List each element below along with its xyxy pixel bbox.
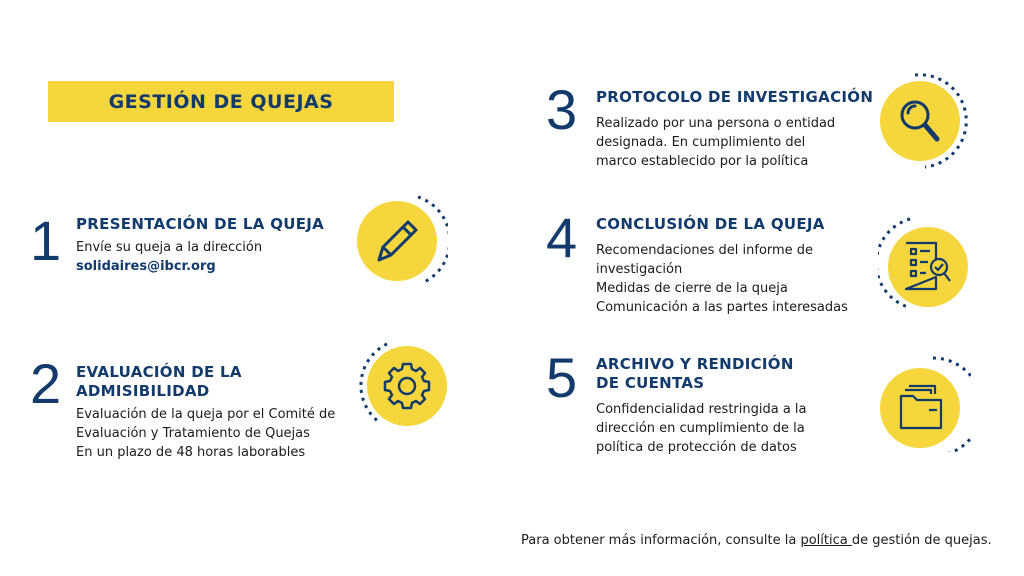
- folder-icon: [875, 356, 971, 452]
- step-number: 5: [546, 346, 578, 409]
- description-line: Medidas de cierre de la queja: [596, 281, 788, 296]
- step-title: [596, 355, 794, 393]
- footer-note: [521, 533, 992, 548]
- description-line: En un plazo de 48 horas laborables: [76, 445, 306, 460]
- step-title: PROTOCOLO DE INVESTIGACIÓN: [596, 88, 874, 106]
- step-description: [76, 238, 262, 276]
- step-number: 1: [30, 209, 62, 272]
- footer-text: Para obtener más información, consulte la: [521, 533, 801, 548]
- description-line: marco establecido por la política: [596, 154, 809, 169]
- description-line: Realizado por una persona o entidad: [596, 116, 836, 131]
- footer-text: de gestión de quejas.: [851, 533, 992, 548]
- magnifier-icon: [875, 73, 971, 169]
- step-description: [596, 241, 848, 317]
- email-link[interactable]: solidaires@ibcr.org: [76, 259, 216, 274]
- step-title: CONCLUSIÓN DE LA QUEJA: [596, 215, 825, 233]
- title-line: ARCHIVO Y RENDICIÓN: [596, 355, 794, 373]
- title-line: DE CUENTAS: [596, 374, 705, 392]
- description-line: Comunicación a las partes interesadas: [596, 300, 848, 315]
- description-line: designada. En cumplimiento del: [596, 135, 806, 150]
- description-line: Evaluación y Tratamiento de Quejas: [76, 426, 310, 441]
- description-line: investigación: [596, 262, 683, 277]
- page-title: GESTIÓN DE QUEJAS: [108, 90, 334, 113]
- description-line: Recomendaciones del informe de: [596, 243, 814, 258]
- step-title: [76, 363, 242, 401]
- description-line: dirección en cumplimiento de la: [596, 421, 805, 436]
- pencil-icon: [352, 193, 448, 289]
- step-title: PRESENTACIÓN DE LA QUEJA: [76, 215, 325, 233]
- step-number: 2: [30, 352, 62, 415]
- step-number: 3: [546, 78, 578, 141]
- title-banner: [48, 81, 394, 122]
- title-line: EVALUACIÓN DE LA: [76, 363, 242, 381]
- description-line: Evaluación de la queja por el Comité de: [76, 407, 336, 422]
- step-description: [596, 400, 807, 457]
- description-line: Confidencialidad restringida a la: [596, 402, 807, 417]
- step-description: [76, 405, 335, 462]
- description-line: Envíe su queja a la dirección: [76, 240, 263, 255]
- checklist-icon: [878, 215, 974, 311]
- title-line: ADMISIBILIDAD: [76, 382, 210, 400]
- gear-icon: [357, 338, 453, 434]
- description-line: política de protección de datos: [596, 440, 797, 455]
- step-description: [596, 114, 835, 171]
- step-number: 4: [546, 206, 578, 269]
- policy-link[interactable]: política: [800, 533, 852, 548]
